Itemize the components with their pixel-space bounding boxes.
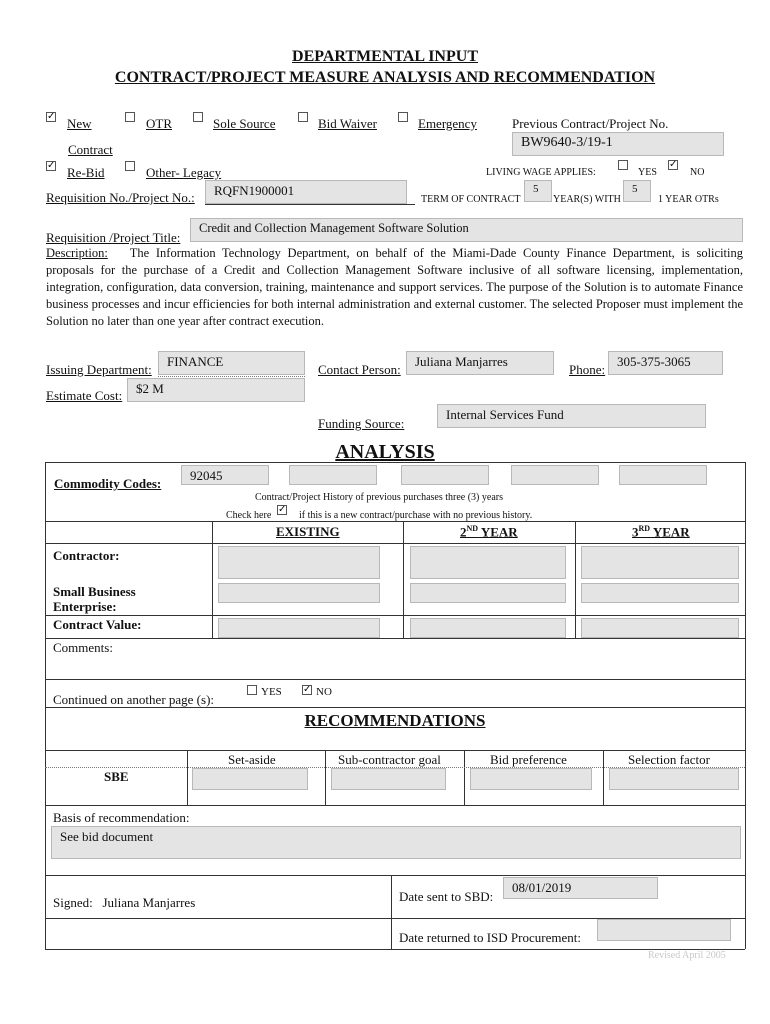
selection-field[interactable] bbox=[609, 768, 739, 790]
contact-label: Contact Person: bbox=[318, 362, 401, 377]
previous-contract-label: Previous Contract/Project No. bbox=[512, 116, 669, 131]
commodity-code-field-4[interactable] bbox=[511, 465, 599, 485]
other-legacy-checkbox[interactable] bbox=[125, 161, 135, 171]
bid-waiver-label: Bid Waiver bbox=[318, 116, 378, 131]
phone-field[interactable]: 305-375-3065 bbox=[608, 351, 723, 375]
phone-label: Phone: bbox=[569, 362, 606, 377]
issuing-field[interactable]: FINANCE bbox=[158, 351, 305, 375]
row-sbe-rec-label: SBE bbox=[104, 769, 129, 784]
revised-note: Revised April 2005 bbox=[648, 950, 726, 961]
continued-label: Continued on another page (s): bbox=[53, 692, 215, 707]
basis-field[interactable]: See bid document bbox=[51, 826, 741, 859]
rebid-label: Re-Bid bbox=[67, 165, 105, 180]
col-selection: Selection factor bbox=[628, 752, 710, 767]
commodity-code-field-1[interactable]: 92045 bbox=[181, 465, 269, 485]
basis-label: Basis of recommendation: bbox=[53, 810, 190, 825]
sbe-2nd-field[interactable] bbox=[410, 583, 566, 603]
funding-field[interactable]: Internal Services Fund bbox=[437, 404, 706, 428]
setaside-field[interactable] bbox=[192, 768, 308, 790]
description-block bbox=[46, 245, 743, 330]
comments-label: Comments: bbox=[53, 640, 113, 655]
requisition-field[interactable]: RQFN1900001 bbox=[205, 180, 407, 204]
row-value-label: Contract Value: bbox=[53, 617, 142, 632]
sole-source-label: Sole Source bbox=[213, 116, 276, 131]
row-contractor-label: Contractor: bbox=[53, 548, 120, 563]
continued-yes-checkbox[interactable] bbox=[247, 685, 257, 695]
contractor-3rd-field[interactable] bbox=[581, 546, 739, 579]
date-sent-field[interactable]: 08/01/2019 bbox=[503, 877, 658, 899]
requisition-label: Requisition No./Project No.: bbox=[46, 190, 195, 205]
form-title-line1: DEPARTMENTAL INPUT bbox=[292, 48, 478, 65]
bid-waiver-checkbox[interactable] bbox=[298, 112, 308, 122]
previous-contract-field[interactable]: BW9640-3/19-1 bbox=[512, 132, 724, 156]
col-3rd-year: 3RD YEAR bbox=[632, 524, 690, 540]
funding-label: Funding Source: bbox=[318, 416, 405, 431]
continued-no-label: NO bbox=[316, 686, 332, 698]
estimate-label: Estimate Cost: bbox=[46, 388, 123, 403]
new-checkbox[interactable]: ✓ bbox=[47, 111, 56, 122]
description-text: The Information Technology Department, on behalf of the Miami-Dade County Finance Department, is soliciting proposals for the purchase of a Credit and Collection Management Software inclusive of all software licensing, implementation, integration, configuration, data conversion, training, maintenance and support services. The purpose of the Solution is to automate Finance business processes and incur efficiencies for both internal administration and external customer. The selected Proposer must implement the Solution no later than one year after contract execution. bbox=[46, 246, 743, 328]
new-history-checkbox[interactable]: ✓ bbox=[278, 504, 287, 515]
row-sbe-label-2: Enterprise: bbox=[53, 599, 117, 614]
value-2nd-field[interactable] bbox=[410, 618, 566, 638]
emergency-checkbox[interactable] bbox=[398, 112, 408, 122]
value-3rd-field[interactable] bbox=[581, 618, 739, 638]
new-label: New bbox=[67, 116, 92, 131]
sbe-3rd-field[interactable] bbox=[581, 583, 739, 603]
term-otr-label: 1 YEAR OTRs bbox=[658, 194, 719, 205]
sole-source-checkbox[interactable] bbox=[193, 112, 203, 122]
continued-no-checkbox[interactable]: ✓ bbox=[303, 684, 312, 695]
col-2nd-year: 2ND YEAR bbox=[460, 524, 518, 540]
continued-yes-label: YES bbox=[261, 686, 282, 698]
subgoal-field[interactable] bbox=[331, 768, 446, 790]
form-title-line2: CONTRACT/PROJECT MEASURE ANALYSIS AND RECOMMENDATION bbox=[114, 69, 656, 86]
description-label: Description: bbox=[46, 246, 108, 260]
living-wage-no-checkbox[interactable]: ✓ bbox=[669, 159, 678, 170]
project-title-label: Requisition /Project Title: bbox=[46, 230, 181, 245]
signed-name: Juliana Manjarres bbox=[102, 895, 196, 910]
term-otr-field[interactable]: 5 bbox=[623, 180, 651, 202]
value-existing-field[interactable] bbox=[218, 618, 380, 638]
new-history-text: if this is a new contract/purchase with no previous history. bbox=[299, 510, 533, 521]
recommendations-heading: RECOMMENDATIONS bbox=[304, 711, 486, 730]
bidpref-field[interactable] bbox=[470, 768, 592, 790]
living-wage-yes-checkbox[interactable] bbox=[618, 160, 628, 170]
check-here-label: Check here bbox=[226, 510, 272, 521]
otr-label: OTR bbox=[146, 116, 172, 131]
project-title-field[interactable]: Credit and Collection Management Software Solution bbox=[190, 218, 743, 242]
col-setaside: Set-aside bbox=[228, 752, 276, 767]
col-subgoal: Sub-contractor goal bbox=[338, 752, 441, 767]
living-wage-no-label: NO bbox=[690, 167, 705, 178]
term-label: TERM OF CONTRACT bbox=[421, 194, 521, 205]
estimate-field[interactable]: $2 M bbox=[127, 378, 305, 402]
date-returned-field[interactable] bbox=[597, 919, 731, 941]
issuing-label: Issuing Department: bbox=[46, 362, 152, 377]
date-returned-label: Date returned to ISD Procurement: bbox=[399, 930, 581, 945]
sbe-existing-field[interactable] bbox=[218, 583, 380, 603]
term-years-label: YEAR(S) WITH bbox=[553, 194, 621, 205]
contractor-2nd-field[interactable] bbox=[410, 546, 566, 579]
signed-label: Signed: bbox=[53, 895, 93, 910]
date-sent-label: Date sent to SBD: bbox=[399, 889, 494, 904]
living-wage-label: LIVING WAGE APPLIES: bbox=[486, 167, 596, 178]
emergency-label: Emergency bbox=[418, 116, 477, 131]
contractor-existing-field[interactable] bbox=[218, 546, 380, 579]
commodity-code-field-3[interactable] bbox=[401, 465, 489, 485]
term-years-field[interactable]: 5 bbox=[524, 180, 552, 202]
rebid-checkbox[interactable]: ✓ bbox=[47, 160, 56, 171]
signed-row bbox=[53, 895, 195, 911]
commodity-label: Commodity Codes: bbox=[54, 476, 162, 491]
history-text: Contract/Project History of previous purchases three (3) years bbox=[255, 492, 503, 503]
otr-checkbox[interactable] bbox=[125, 112, 135, 122]
contact-field[interactable]: Juliana Manjarres bbox=[406, 351, 554, 375]
analysis-heading: ANALYSIS bbox=[335, 441, 435, 463]
col-bidpref: Bid preference bbox=[490, 752, 567, 767]
other-legacy-label: Other- Legacy bbox=[146, 165, 222, 180]
living-wage-yes-label: YES bbox=[638, 167, 657, 178]
row-sbe-label-1: Small Business bbox=[53, 584, 136, 599]
col-existing: EXISTING bbox=[276, 524, 340, 539]
commodity-code-field-5[interactable] bbox=[619, 465, 707, 485]
contract-label: Contract bbox=[68, 142, 113, 157]
commodity-code-field-2[interactable] bbox=[289, 465, 377, 485]
